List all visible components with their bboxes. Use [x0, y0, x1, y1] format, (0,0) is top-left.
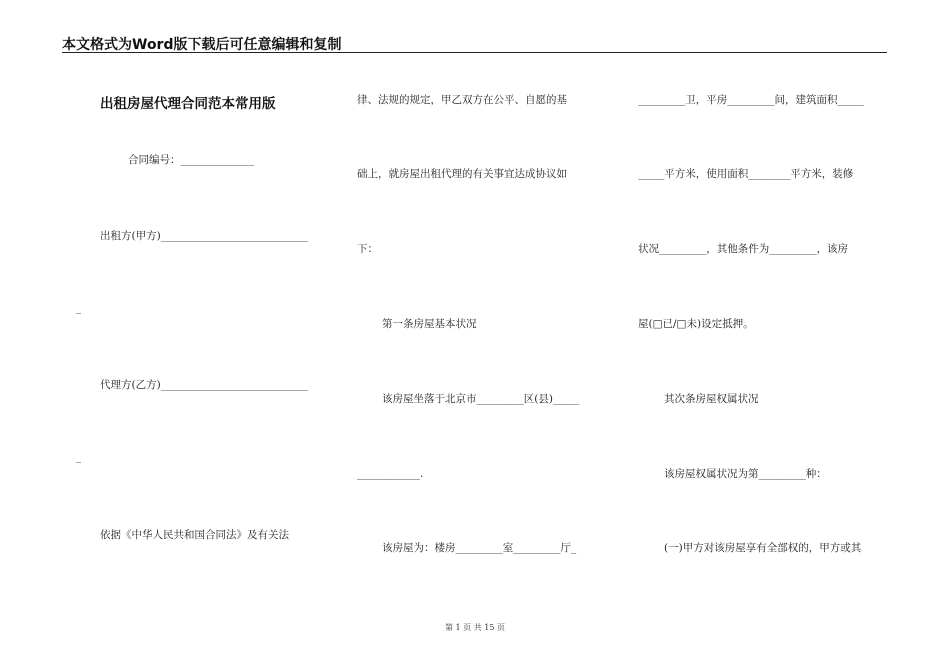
property-condition-line: 状况_________，其他条件为_________，该房 — [638, 243, 848, 255]
document-header-title: 本文格式为Word版下载后可任意编辑和复制 — [62, 37, 342, 53]
agent-party-line: 代理方(乙方)____________________________ — [100, 379, 308, 391]
stray-dash-1: _ — [76, 303, 81, 314]
property-location-line: 该房屋坐落于北京市_________区(县)_____ — [382, 393, 580, 405]
ownership-clause-line: (一)甲方对该房屋享有全部权的，甲方或其 — [664, 542, 862, 554]
property-area-line: _____平方米，使用面积________平方米，装修 — [638, 168, 854, 180]
article-2-heading: 其次条房屋权属状况 — [664, 393, 759, 405]
header-divider — [62, 52, 887, 53]
property-type-line: 该房屋为：楼房_________室_________厅_ — [382, 542, 577, 554]
clause-text-line-1: 律、法规的规定，甲乙双方在公平、自愿的基 — [357, 94, 567, 106]
contract-number-line: 合同编号：______________ — [128, 154, 254, 166]
article-1-heading: 第一条房屋基本状况 — [382, 318, 477, 330]
contract-title: 出租房屋代理合同范本常用版 — [100, 96, 276, 112]
property-rooms-line: _________卫，平房_________间，建筑面积_____ — [638, 94, 864, 106]
stray-dash-2: _ — [76, 452, 81, 463]
mortgage-status-line: 屋(□已/□未)设定抵押。 — [638, 318, 754, 330]
ownership-type-line: 该房屋权属状况为第_________种： — [664, 468, 827, 480]
page-number: 第 1 页 共 15 页 — [445, 623, 505, 632]
legal-basis-line: 依据《中华人民共和国合同法》及有关法 — [100, 529, 289, 541]
lessor-party-line: 出租方(甲方)____________________________ — [100, 230, 308, 242]
clause-text-line-2: 础上，就房屋出租代理的有关事宜达成协议如 — [357, 168, 567, 180]
property-location-cont: ____________. — [357, 468, 424, 480]
clause-text-line-3: 下： — [357, 243, 378, 255]
